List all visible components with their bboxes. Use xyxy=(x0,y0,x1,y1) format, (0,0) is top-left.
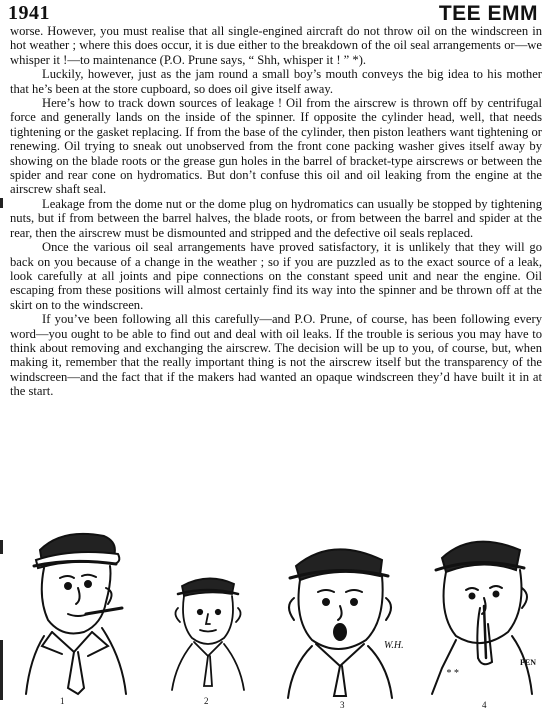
cartoon-pilot-2 xyxy=(168,568,248,693)
pilot-1-illustration xyxy=(22,528,147,698)
cartoon-pilot-4 xyxy=(412,528,542,698)
year-label: 1941 xyxy=(8,2,50,24)
pilot-4-illustration xyxy=(412,528,542,698)
cartoon-label-2: 2 xyxy=(204,696,209,706)
pilot-3-illustration xyxy=(282,536,402,701)
cartoon-pilot-3 xyxy=(282,536,402,701)
margin-mark xyxy=(0,640,3,700)
pilot-2-illustration xyxy=(168,568,248,693)
margin-mark xyxy=(0,198,3,208)
cartoon-strip xyxy=(0,528,550,710)
paragraph: Luckily, however, just as the jam round a small boy’s mouth conveys the big idea to his mother that he’s been at the store cupboard, so does oil give itself away. xyxy=(10,67,542,96)
paragraph: Once the various oil seal arrangements have proved satisfactory, it is unlikely that they will go back on you because of a change in the weather ; so if you are puzzled as to the exact source of a leak, look carefully at all joints and pipe connections on the constant speed unit and near the engine. Oil escaping from these positions will almost certainly find its way into the spinner and be thrown off at the skirt on to the windscreen. xyxy=(10,240,542,312)
asterisk-marks: * * xyxy=(446,668,459,679)
paragraph: Leakage from the dome nut or the dome plug on hydromatics can usually be stopped by tightening nuts, but if from between the barrel halves, the blade roots, or from between the barrel and spider at the rear, then the airscrew must be dismounted and stripped and the defective oil seals replaced. xyxy=(10,196,542,240)
cartoon-label-4: 4 xyxy=(482,700,487,710)
publication-title: TEE EMM xyxy=(438,2,538,25)
cartoon-label-1: 1 xyxy=(60,696,65,706)
artist-signature-2: PEN xyxy=(520,658,536,667)
margin-mark xyxy=(0,540,3,554)
artist-signature: W.H. xyxy=(384,640,404,651)
paragraph: If you’ve been following all this carefully—and P.O. Prune, of course, has been following every word—you ought to be able to find out and deal with oil leaks. If the trouble is serious you may have to think about removing and exchanging the airscrew. The decision will be up to you, of course, but, when making it, remember that the really important thing is not the airscrew itself but the transparency of the windscreen—and the fact that if the makers had wanted an opaque windscreen they’d have built it in at the start. xyxy=(10,312,542,399)
paragraph: Here’s how to track down sources of leakage ! Oil from the airscrew is thrown off by centrifugal force and generally lands on the inside of the spinner. If opposite the cylinder head, well, that needs tightening or the gasket replacing. If from the base of the cylinder, then piston leathers want tightening or renewing. Oil trying to sneak out unobserved from the front cone packing washer gives itself away by showing on the blade roots or the grease gun holes in the barrel of bracket-type airscrews or between the spider and rear cone on hydromatics. But don’t confuse this oil and oil leaking from the engine at the airscrew shaft seal. xyxy=(10,96,542,197)
cartoon-label-3: 3 xyxy=(340,700,345,710)
cartoon-pilot-1 xyxy=(22,528,147,698)
article-body xyxy=(10,24,542,399)
paragraph: worse. However, you must realise that all single-engined aircraft do not throw oil on the windscreen in hot weather ; where this does occur, it is due either to the breakdown of the oil seal arrangements or—we whisper it !—to maintenance (P.O. Prune says, “ Shh, whisper it ! ” *). xyxy=(10,24,542,67)
